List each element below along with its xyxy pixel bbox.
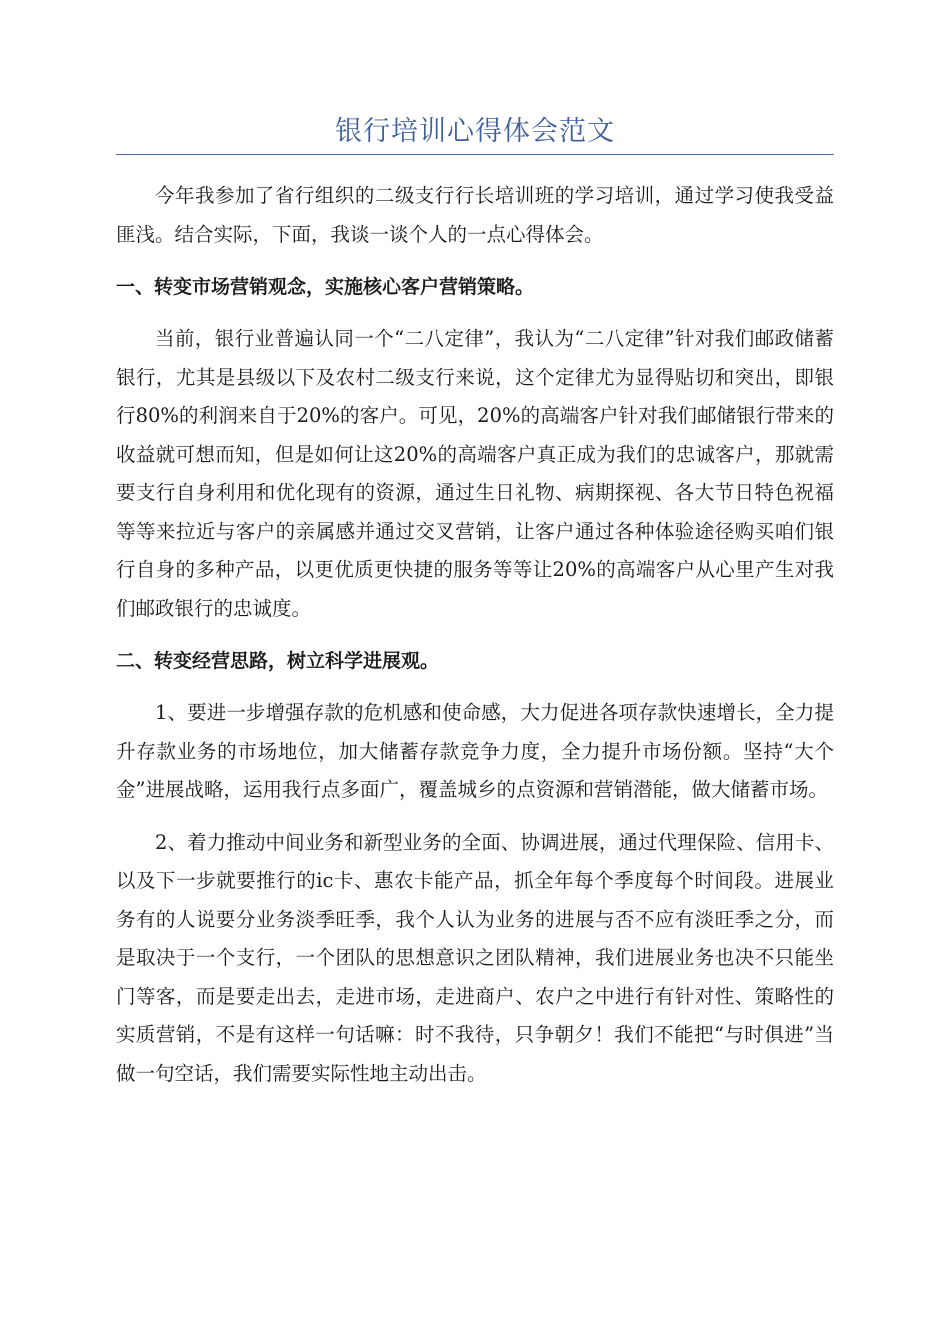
- document-title: 银行培训心得体会范文: [116, 112, 834, 155]
- intro-paragraph: 今年我参加了省行组织的二级支行行长培训班的学习培训，通过学习使我受益匪浅。结合实际，下面，我谈一谈个人的一点心得体会。: [116, 184, 834, 246]
- section-2-paragraph-1: 1、要进一步增强存款的危机感和使命感，大力促进各项存款快速增长，全力提升存款业务的市场地位，加大储蓄存款竞争力度，全力提升市场份额。坚持“大个金”进展战略，运用我行点多面广，覆盖城乡的点资源和营销潜能，做大储蓄市场。: [116, 701, 834, 801]
- section-1-heading: 一、转变市场营销观念，实施核心客户营销策略。: [116, 276, 535, 298]
- section-2-paragraph-2: 2、着力推动中间业务和新型业务的全面、协调进展，通过代理保险、信用卡、以及下一步就要推行的ic卡、惠农卡能产品，抓全年每个季度每个时间段。进展业务有的人说要分业务淡季旺季，我个人认为业务的进展与否不应有淡旺季之分，而是取决于一个支行，一个团队的思想意识之团队精神，我们进展业务也决不只能坐门等客，而是要走出去，走进市场，走进商户、农户之中进行有针对性、策略性的实质营销，不是有这样一句话嘛：时不我待，只争朝夕！我们不能把“与时俱进”当做一句空话，我们需要实际性地主动出击。: [116, 830, 834, 1085]
- section-1-paragraph: 当前，银行业普遍认同一个“二八定律”，我认为“二八定律”针对我们邮政储蓄银行，尤其是县级以下及农村二级支行来说，这个定律尤为显得贴切和突出，即银行80%的利润来自于20%的客户。可见，20%的高端客户针对我们邮储银行带来的收益就可想而知，但是如何让这20%的高端客户真正成为我们的忠诚客户，那就需要支行自身利用和优化现有的资源，通过生日礼物、病期探视、各大节日特色祝福等等来拉近与客户的亲属感并通过交叉营销，让客户通过各种体验途径购买咱们银行自身的多种产品，以更优质更快捷的服务等等让20%的高端客户从心里产生对我们邮政银行的忠诚度。: [116, 327, 834, 620]
- document-page: [116, 112, 834, 1107]
- section-2-heading: 二、转变经营思路，树立科学进展观。: [116, 650, 440, 672]
